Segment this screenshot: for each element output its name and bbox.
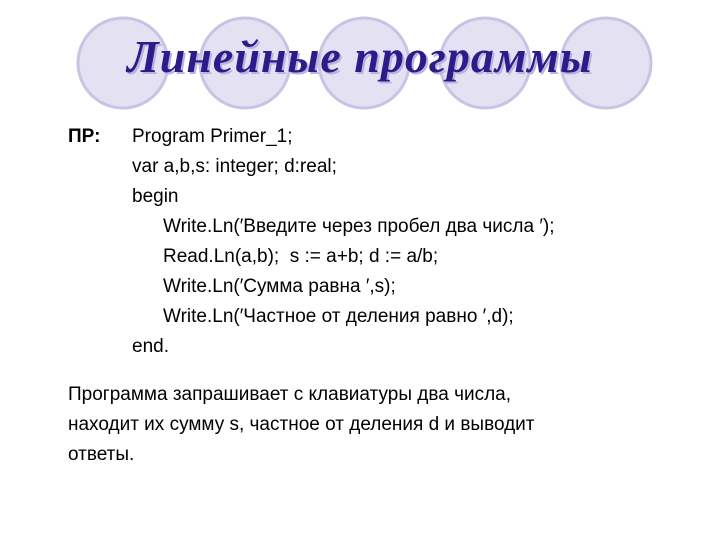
slide-title: Линейные программы xyxy=(127,31,593,82)
code-text: Program Primer_1; xyxy=(132,126,293,147)
code-line-3: begin xyxy=(132,186,179,207)
code-line-5: Read.Ln(a,b); s := a+b; d := a/b; xyxy=(163,246,439,267)
code-line-2: var a,b,s: integer; d:real; xyxy=(132,156,337,177)
program-code-block xyxy=(68,122,555,362)
code-line-6: Write.Ln(′Сумма равна ′,s); xyxy=(163,276,396,297)
program-description xyxy=(68,380,678,470)
program-label: ПР: xyxy=(68,126,101,147)
description-line-1: Программа запрашивает с клавиатуры два числа, xyxy=(68,384,512,405)
code-line-8: end. xyxy=(132,336,169,357)
description-line-2: находит их сумму s, частное от деления d и выводит xyxy=(68,414,535,435)
code-line-4: Write.Ln(′Введите через пробел два числа ′); xyxy=(163,216,555,237)
code-line-1 xyxy=(68,122,555,152)
description-line-3: ответы. xyxy=(68,444,135,465)
code-line-7: Write.Ln(′Частное от деления равно ′,d); xyxy=(163,306,514,327)
